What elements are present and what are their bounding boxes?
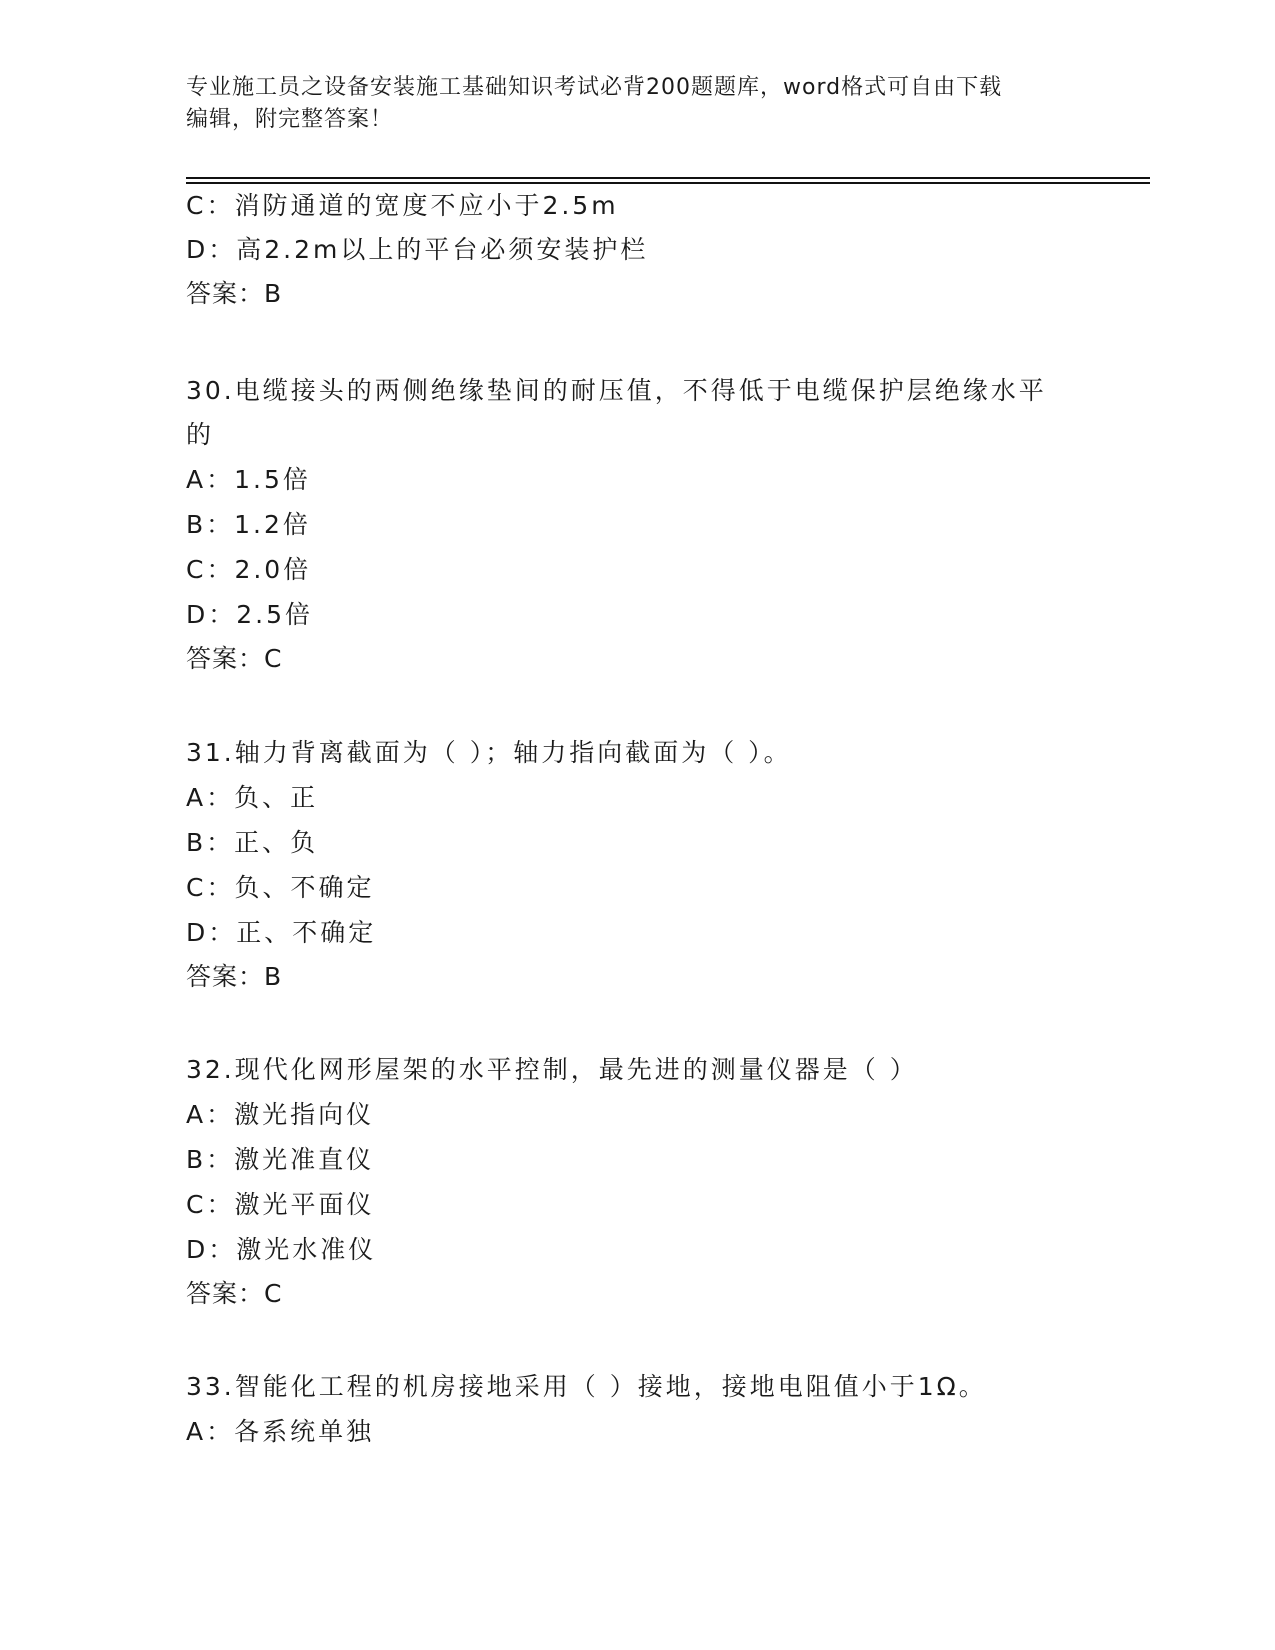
- q29-option-d: D：高2.2m以上的平台必须安装护栏: [186, 235, 649, 264]
- q31-option-b: B：正、负: [186, 828, 319, 857]
- q31-option-d: D：正、不确定: [186, 918, 377, 947]
- q30-option-c: C：2.0倍: [186, 555, 312, 584]
- q30-stem-line-2: 的: [186, 420, 215, 449]
- q31-answer: 答案：B: [186, 962, 283, 991]
- q31-option-a: A：负、正: [186, 783, 319, 812]
- q29-answer: 答案：B: [186, 279, 283, 308]
- q32-option-a: A：激光指向仪: [186, 1100, 375, 1129]
- q30-answer: 答案：C: [186, 644, 283, 673]
- header-line-1: 专业施工员之设备安装施工基础知识考试必背200题题库，word格式可自由下载: [186, 75, 1003, 100]
- q30-option-a: A：1.5倍: [186, 465, 311, 494]
- q32-stem: 32.现代化网形屋架的水平控制，最先进的测量仪器是（ ）: [186, 1055, 918, 1084]
- q29-option-c: C：消防通道的宽度不应小于2.5m: [186, 191, 619, 220]
- document-header: [186, 72, 1086, 136]
- q32-option-d: D：激光水准仪: [186, 1235, 377, 1264]
- header-line-2: 编辑，附完整答案！: [186, 107, 394, 132]
- q32-option-c: C：激光平面仪: [186, 1190, 375, 1219]
- header-divider-bottom: [186, 182, 1150, 184]
- q30-stem-line-1: 30.电缆接头的两侧绝缘垫间的耐压值，不得低于电缆保护层绝缘水平: [186, 376, 1047, 405]
- q33-stem: 33.智能化工程的机房接地采用（ ）接地，接地电阻值小于1Ω。: [186, 1372, 987, 1401]
- q30-option-d: D：2.5倍: [186, 600, 314, 629]
- q30-option-b: B：1.2倍: [186, 510, 311, 539]
- q32-option-b: B：激光准直仪: [186, 1145, 375, 1174]
- q33-option-a: A：各系统单独: [186, 1417, 375, 1446]
- q32-answer: 答案：C: [186, 1279, 283, 1308]
- header-divider-top: [186, 177, 1150, 179]
- q31-option-c: C：负、不确定: [186, 873, 375, 902]
- q31-stem: 31.轴力背离截面为（ ）；轴力指向截面为（ ）。: [186, 738, 792, 767]
